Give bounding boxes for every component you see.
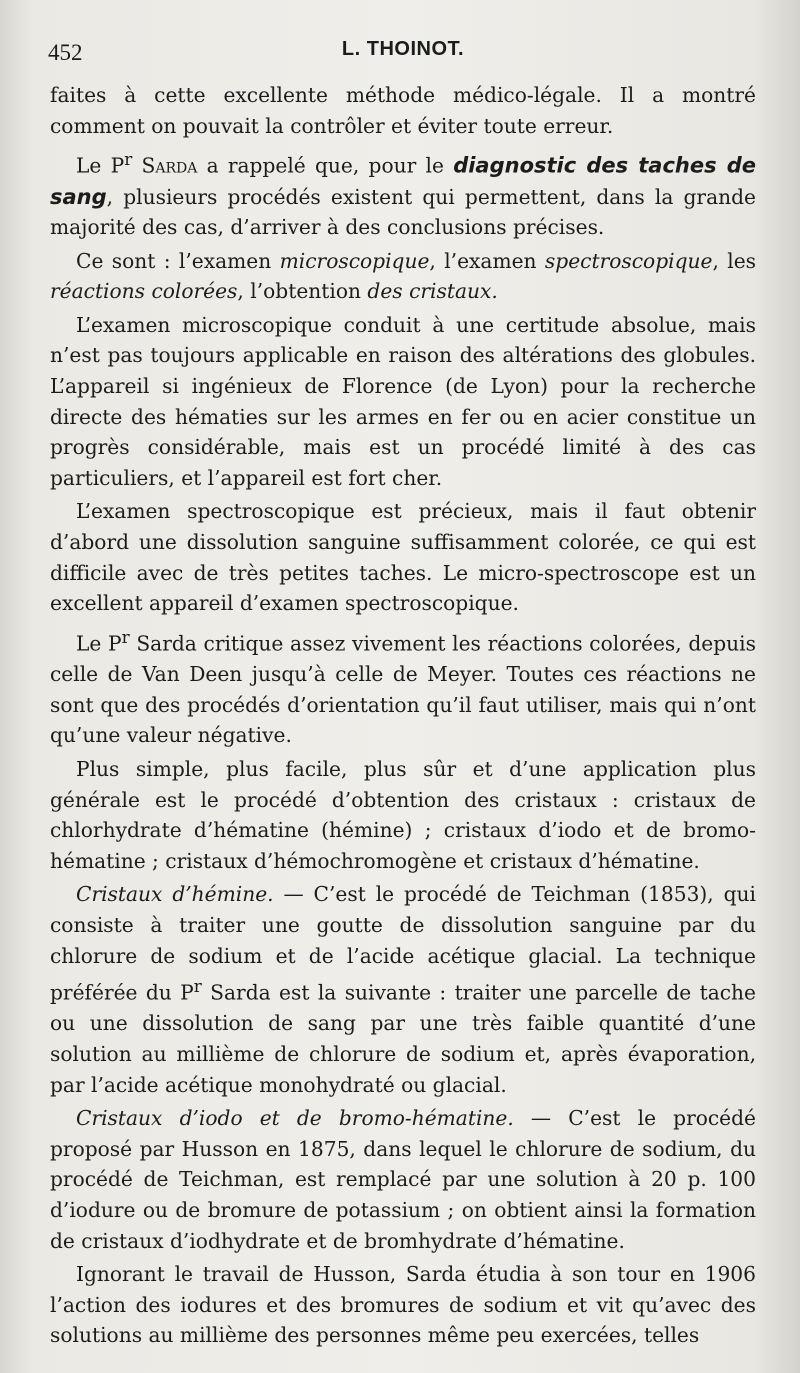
- author-name: Sarda: [132, 153, 198, 178]
- page-number: 452: [48, 40, 83, 65]
- section-title-hemine: Cristaux d’hémine.: [76, 882, 274, 907]
- running-head: L. THOINOT.: [341, 38, 465, 60]
- paragraph-7: Plus simple, plus facile, plus sûr et d’une application plus générale est le procédé d’obtention des cristaux : cristaux de chlorhydrate d’hématine (hémine) ; cristaux d’iodo et de bromo-hématine ; cristaux d’hémochromogène et cristaux d’hématine.: [50, 756, 756, 873]
- paragraph-10: Ignorant le travail de Husson, Sarda étudia à son tour en 1906 l’action des iodures et des bromures de sodium et vit qu’avec des solutions au millième des personnes même peu exercées, telles: [50, 1262, 756, 1348]
- paragraph-5: L’examen spectroscopique est précieux, mais il faut obtenir d’abord une dissolution sanguine suffisamment colorée, ce qui est difficile avec de très petites taches. Le micro-spectroscope est un excellent appareil d’examen spectroscopique.: [50, 499, 756, 616]
- paragraph-6: Le $P^r$ Sarda critique assez vivement les réactions colorées, depuis celle de Van Deen jusqu’à celle de Meyer. Toutes ces réactions ne sont que des procédés d’orientation qu’il faut utiliser, mais qui n’ont qu’une valeur négative.: [50, 626, 756, 748]
- paragraph-4: L’examen microscopique conduit à une certitude absolue, mais n’est pas toujours applicable en raison des altérations des globules. L’appareil si ingénieux de Florence (de Lyon) pour la recherche directe des hématies sur les armes en fer ou en acier constitue un progrès considérable, mais est un procédé limité à des cas particuliers, et l’appareil est fort cher.: [50, 312, 756, 490]
- paragraph-3: Ce sont : l’examen microscopique, l’examen spectroscopique, les réactions colorées, l’obtention des cristaux.: [50, 248, 757, 304]
- page-header: [50, 36, 756, 72]
- section-title-iodo-bromo: Cristaux d’iodo et de bromo-hématine.: [76, 1106, 514, 1131]
- paragraph-8: Cristaux d’hémine. — C’est le procédé de Teichman (1853), qui consiste à traiter une goutte de dissolution sanguine par du chlorure de sodium et de l’acide acétique glacial. La technique préférée du $P^r$ Sarda est la suivante : traiter une parcelle de tache ou une dissolution de sang par une très faible quantité d’une solution au millième de chlorure de sodium et, après évaporation, par l’acide acétique monohydraté ou glacial.: [50, 882, 756, 1097]
- emphasis-diagnostic: diagnostic des taches de sang: [50, 153, 757, 209]
- paragraph-1: faites à cette excellente méthode médico-légale. Il a montré comment on pouvait la contrôler et éviter toute erreur.: [50, 83, 756, 138]
- paragraph-2: Le $P^r$ Sarda a rappelé que, pour le diagnostic des taches de sang, plusieurs procédés existent qui permettent, dans la grande majorité des cas, d’arriver à des conclusions précises.: [50, 149, 757, 240]
- page-body: [50, 80, 756, 1351]
- paragraph-9: Cristaux d’iodo et de bromo-hématine. — C’est le procédé proposé par Husson en 1875, dans lequel le chlorure de sodium, du procédé de Teichman, est remplacé par une solution à 20 p. 100 d’iodure ou de bromure de potassium ; on obtient ainsi la formation de cristaux d’iodhydrate et de bromhydrate d’hématine.: [50, 1106, 756, 1253]
